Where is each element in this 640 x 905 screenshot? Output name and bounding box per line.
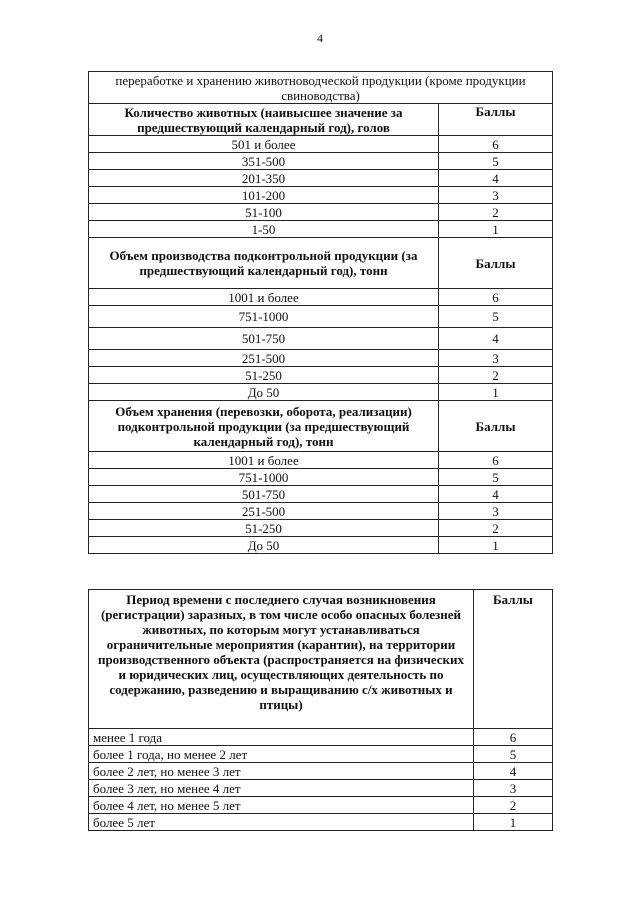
score-cell: 3 bbox=[439, 187, 553, 204]
score-cell: 6 bbox=[439, 136, 553, 153]
table-row bbox=[89, 503, 553, 520]
period-cell: более 5 лет bbox=[89, 814, 474, 831]
table-row bbox=[89, 153, 553, 170]
range-cell: 501 и более bbox=[89, 136, 439, 153]
table-row bbox=[89, 306, 553, 328]
section-header: Количество животных (наивысшее значение за предшествующий календарный год), голов bbox=[89, 104, 439, 136]
score-cell: 4 bbox=[439, 486, 553, 503]
period-cell: более 4 лет, но менее 5 лет bbox=[89, 797, 474, 814]
table-row bbox=[89, 204, 553, 221]
table-row bbox=[89, 763, 553, 780]
score-cell: 3 bbox=[439, 350, 553, 367]
score-cell: 4 bbox=[439, 170, 553, 187]
score-cell: 5 bbox=[439, 469, 553, 486]
score-cell: 6 bbox=[439, 452, 553, 469]
range-cell: 51-100 bbox=[89, 204, 439, 221]
score-cell: 2 bbox=[439, 367, 553, 384]
score-header: Баллы bbox=[439, 104, 553, 136]
range-cell: 1-50 bbox=[89, 221, 439, 238]
disease-period-score-table bbox=[88, 589, 553, 831]
table-row bbox=[89, 221, 553, 238]
table-row bbox=[89, 469, 553, 486]
range-cell: 51-250 bbox=[89, 367, 439, 384]
range-cell: 1001 и более bbox=[89, 452, 439, 469]
period-cell: более 1 года, но менее 2 лет bbox=[89, 746, 474, 763]
section-header-row bbox=[89, 238, 553, 289]
score-cell: 6 bbox=[439, 289, 553, 306]
continuation-row bbox=[89, 72, 553, 104]
table-row bbox=[89, 780, 553, 797]
range-cell: 351-500 bbox=[89, 153, 439, 170]
table-row bbox=[89, 170, 553, 187]
page-number: 4 bbox=[317, 31, 323, 45]
table-row bbox=[89, 486, 553, 503]
period-cell: менее 1 года bbox=[89, 729, 474, 746]
range-cell: До 50 bbox=[89, 537, 439, 554]
period-cell: более 3 лет, но менее 4 лет bbox=[89, 780, 474, 797]
score-cell: 5 bbox=[474, 746, 553, 763]
range-cell: 1001 и более bbox=[89, 289, 439, 306]
table-row bbox=[89, 136, 553, 153]
score-header: Баллы bbox=[439, 238, 553, 289]
score-cell: 6 bbox=[474, 729, 553, 746]
table-row bbox=[89, 520, 553, 537]
table-row bbox=[89, 814, 553, 831]
score-cell: 2 bbox=[474, 797, 553, 814]
animal-production-score-table bbox=[88, 71, 553, 554]
section-header: Период времени с последнего случая возникновения (регистрации) заразных, в том числе особо опасных болезней животных, по которым могут устанавливаться ограничительные мероприятия (карантин), на территории производственного объекта (распространяется на физических и юридических лиц, осуществляющих деятельность по содержанию, разведению и выращиванию с/х животных и птицы) bbox=[89, 590, 474, 729]
score-cell: 4 bbox=[474, 763, 553, 780]
range-cell: 751-1000 bbox=[89, 306, 439, 328]
continuation-text: переработке и хранению животноводческой продукции (кроме продукции свиноводства) bbox=[89, 72, 553, 104]
score-cell: 5 bbox=[439, 153, 553, 170]
table-row bbox=[89, 452, 553, 469]
score-cell: 2 bbox=[439, 520, 553, 537]
table-row bbox=[89, 350, 553, 367]
score-header: Баллы bbox=[439, 401, 553, 452]
table-row bbox=[89, 187, 553, 204]
score-header: Баллы bbox=[474, 590, 553, 729]
range-cell: 201-350 bbox=[89, 170, 439, 187]
table-row bbox=[89, 797, 553, 814]
score-cell: 3 bbox=[474, 780, 553, 797]
range-cell: До 50 bbox=[89, 384, 439, 401]
range-cell: 251-500 bbox=[89, 503, 439, 520]
section-header-row bbox=[89, 104, 553, 136]
section-header-row bbox=[89, 590, 553, 729]
score-cell: 4 bbox=[439, 328, 553, 350]
section-header-row bbox=[89, 401, 553, 452]
table-row bbox=[89, 328, 553, 350]
score-cell: 5 bbox=[439, 306, 553, 328]
table-row bbox=[89, 746, 553, 763]
range-cell: 501-750 bbox=[89, 486, 439, 503]
score-cell: 2 bbox=[439, 204, 553, 221]
section-header: Объем хранения (перевозки, оборота, реализации) подконтрольной продукции (за предшествующий календарный год), тонн bbox=[89, 401, 439, 452]
range-cell: 51-250 bbox=[89, 520, 439, 537]
range-cell: 751-1000 bbox=[89, 469, 439, 486]
period-cell: более 2 лет, но менее 3 лет bbox=[89, 763, 474, 780]
section-header: Объем производства подконтрольной продукции (за предшествующий календарный год), тонн bbox=[89, 238, 439, 289]
range-cell: 251-500 bbox=[89, 350, 439, 367]
score-cell: 1 bbox=[439, 221, 553, 238]
range-cell: 501-750 bbox=[89, 328, 439, 350]
table-row bbox=[89, 537, 553, 554]
score-cell: 1 bbox=[439, 537, 553, 554]
score-cell: 3 bbox=[439, 503, 553, 520]
table-row bbox=[89, 729, 553, 746]
table-row bbox=[89, 289, 553, 306]
score-cell: 1 bbox=[474, 814, 553, 831]
table-row bbox=[89, 384, 553, 401]
table-row bbox=[89, 367, 553, 384]
score-cell: 1 bbox=[439, 384, 553, 401]
range-cell: 101-200 bbox=[89, 187, 439, 204]
